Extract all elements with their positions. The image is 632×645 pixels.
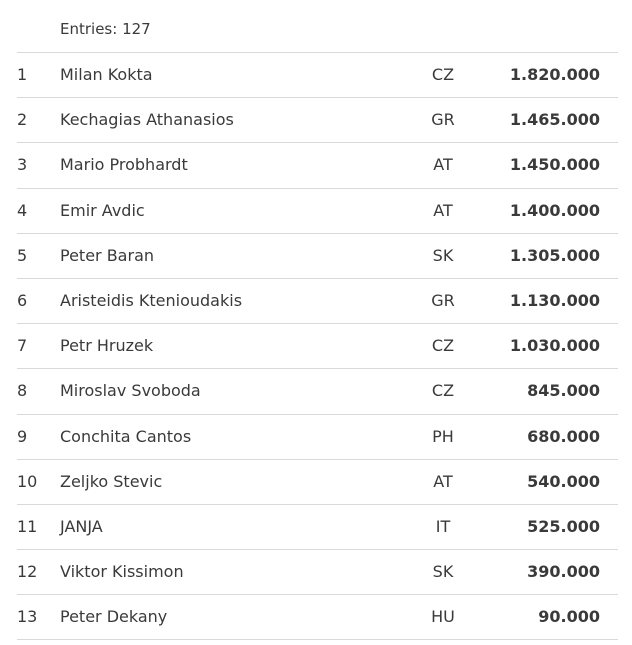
- player-name: Peter Dekany: [60, 607, 168, 627]
- country-code: CZ: [431, 336, 455, 356]
- player-name: Petr Hruzek: [60, 336, 154, 356]
- prize-amount: 540.000: [527, 471, 600, 491]
- rank-cell: 2: [17, 110, 28, 130]
- prize-amount: 390.000: [527, 562, 600, 582]
- player-name: Aristeidis Ktenioudakis: [60, 290, 243, 310]
- player-name: Viktor Kissimon: [60, 562, 184, 582]
- country-code: SK: [432, 562, 454, 582]
- player-name: Emir Avdic: [60, 200, 145, 220]
- country-code: HU: [431, 607, 455, 627]
- prize-amount: 1.305.000: [509, 245, 600, 265]
- results-rows: [17, 53, 618, 640]
- table-row: [17, 234, 618, 279]
- table-row: [17, 505, 618, 550]
- table-row: [17, 279, 618, 324]
- player-name: Conchita Cantos: [60, 426, 192, 446]
- player-name: Zeljko Stevic: [60, 471, 163, 491]
- country-code: AT: [433, 155, 453, 175]
- player-name: Kechagias Athanasios: [60, 110, 234, 130]
- prize-amount: 90.000: [538, 607, 600, 627]
- table-row: [17, 324, 618, 369]
- entries-count: Entries: 127: [17, 0, 618, 53]
- prize-amount: 1.450.000: [509, 155, 600, 175]
- rank-cell: 6: [17, 290, 28, 310]
- prize-amount: 1.820.000: [509, 65, 600, 84]
- rank-cell: 7: [17, 336, 28, 356]
- prize-amount: 845.000: [527, 381, 600, 401]
- country-code: AT: [433, 200, 453, 220]
- rank-cell: 9: [17, 426, 28, 446]
- prize-amount: 525.000: [527, 516, 600, 536]
- rank-cell: 5: [17, 245, 28, 265]
- player-name: Miroslav Svoboda: [60, 381, 201, 401]
- rank-cell: 12: [17, 562, 38, 582]
- prize-amount: 680.000: [527, 426, 600, 446]
- table-row: [17, 369, 618, 414]
- rank-cell: 8: [17, 381, 28, 401]
- country-code: CZ: [431, 381, 455, 401]
- country-code: SK: [432, 245, 454, 265]
- country-code: PH: [432, 426, 454, 446]
- table-row: [17, 143, 618, 188]
- player-name: Mario Probhardt: [60, 155, 188, 175]
- player-name: Milan Kokta: [60, 65, 153, 84]
- rank-cell: 3: [17, 155, 28, 175]
- country-code: CZ: [431, 65, 455, 84]
- rank-cell: 10: [17, 471, 38, 491]
- country-code: IT: [435, 516, 451, 536]
- table-row: [17, 595, 618, 640]
- country-code: GR: [431, 110, 455, 130]
- rank-cell: 13: [17, 607, 38, 627]
- rank-cell: 1: [17, 65, 28, 84]
- table-row: [17, 460, 618, 505]
- table-row: [17, 53, 618, 98]
- player-name: Peter Baran: [60, 245, 155, 265]
- player-name: JANJA: [60, 516, 103, 536]
- table-row: [17, 415, 618, 460]
- results-table: [17, 0, 618, 640]
- prize-amount: 1.465.000: [509, 110, 600, 130]
- prize-amount: 1.130.000: [509, 290, 600, 310]
- table-row: [17, 189, 618, 234]
- rank-cell: 4: [17, 200, 28, 220]
- table-row: [17, 550, 618, 595]
- table-row: [17, 98, 618, 143]
- rank-cell: 11: [17, 516, 38, 536]
- prize-amount: 1.400.000: [509, 200, 600, 220]
- prize-amount: 1.030.000: [509, 336, 600, 356]
- country-code: AT: [433, 471, 453, 491]
- country-code: GR: [431, 290, 455, 310]
